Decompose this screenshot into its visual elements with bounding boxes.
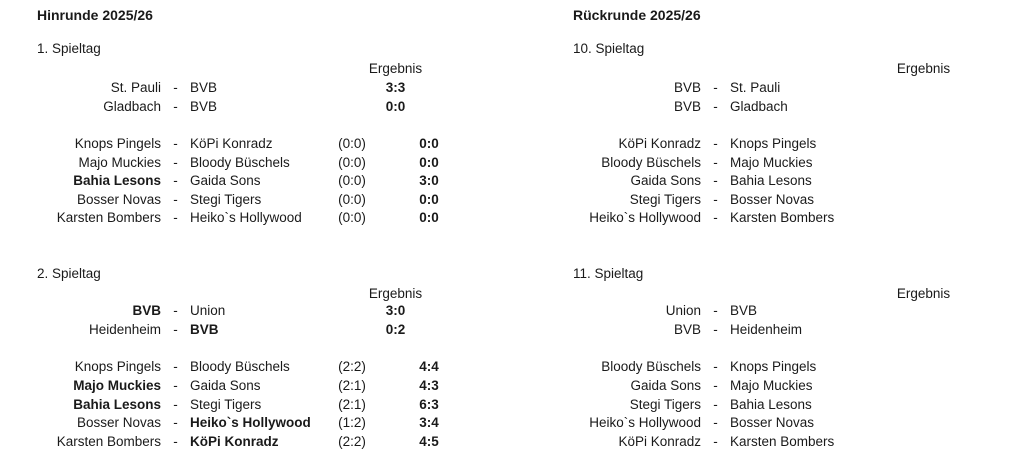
hinrunde-header-row	[0, 6, 1024, 25]
home-team: Gaida Sons	[630, 173, 701, 188]
halftime-score: (1:2)	[338, 415, 366, 430]
home-team: Majo Muckies	[73, 377, 161, 393]
home-team: Karsten Bombers	[56, 433, 161, 449]
final-score: 6:3	[419, 396, 439, 412]
away-team: St. Pauli	[730, 79, 781, 95]
final-score: 0:0	[385, 98, 406, 114]
away-team: Bosser Novas	[730, 191, 815, 207]
home-team: Stegi Tigers	[629, 191, 701, 207]
separator: -	[713, 79, 718, 95]
away-team: Stegi Tigers	[190, 191, 262, 207]
final-score: 3:4	[419, 415, 439, 430]
match-row	[0, 134, 1024, 153]
match-row	[0, 301, 1024, 320]
match-row	[0, 97, 1024, 116]
home-team: BVB	[673, 79, 701, 95]
home-team: Heidenheim	[88, 321, 161, 337]
match-row	[0, 190, 1024, 209]
separator: -	[713, 154, 718, 170]
away-team: Bahia Lesons	[730, 173, 812, 188]
ergebnis-header-left: Ergebnis	[368, 285, 423, 301]
match-row	[0, 376, 1024, 395]
home-team: KöPi Konradz	[618, 136, 701, 151]
away-team: Majo Muckies	[730, 154, 813, 170]
final-score: 3:3	[385, 79, 406, 95]
separator: -	[713, 210, 718, 225]
separator: -	[173, 415, 178, 430]
home-team: KöPi Konradz	[618, 433, 701, 449]
away-team: Heiko`s Hollywood	[190, 415, 311, 430]
home-team: Knops Pingels	[74, 359, 161, 374]
final-score: 0:0	[419, 136, 439, 151]
ergebnis-header-left: Ergebnis	[368, 60, 423, 76]
home-team: Bosser Novas	[76, 191, 161, 207]
final-score: 4:3	[419, 377, 439, 393]
home-team: BVB	[673, 98, 701, 114]
final-score: 0:0	[419, 210, 439, 225]
away-team: Gaida Sons	[190, 173, 261, 188]
home-team: Bloody Büschels	[601, 154, 701, 170]
match-row	[0, 357, 1024, 376]
final-score: 0:2	[385, 321, 406, 337]
away-team: Karsten Bombers	[730, 433, 835, 449]
home-team: BVB	[132, 302, 161, 318]
match-row	[0, 413, 1024, 432]
ergebnis-header-right: Ergebnis	[896, 285, 951, 301]
home-team: Bahia Lesons	[73, 173, 161, 188]
ergebnis-header-row	[0, 59, 1024, 78]
separator: -	[713, 173, 718, 188]
separator: -	[713, 433, 718, 449]
separator: -	[713, 377, 718, 393]
separator: -	[173, 321, 178, 337]
separator: -	[173, 173, 178, 188]
home-team: Gladbach	[103, 98, 161, 114]
away-team: KöPi Konradz	[190, 136, 273, 151]
away-team: Heidenheim	[730, 321, 803, 337]
final-score: 4:4	[419, 359, 439, 374]
separator: -	[713, 415, 718, 430]
away-team: BVB	[190, 321, 219, 337]
matchday-label-row	[0, 39, 1024, 58]
separator: -	[713, 98, 718, 114]
separator: -	[173, 98, 178, 114]
away-team: Gaida Sons	[190, 377, 261, 393]
separator: -	[173, 79, 178, 95]
away-team: KöPi Konradz	[190, 433, 279, 449]
match-row	[0, 78, 1024, 97]
rueckrunde-title: Rückrunde 2025/26	[573, 7, 701, 23]
separator: -	[713, 321, 718, 337]
away-team: Majo Muckies	[730, 377, 813, 393]
away-team: Stegi Tigers	[190, 396, 262, 412]
final-score: 4:5	[419, 433, 439, 449]
away-team: Knops Pingels	[730, 359, 817, 374]
halftime-score: (2:1)	[338, 396, 366, 412]
halftime-score: (0:0)	[338, 136, 366, 151]
match-row	[0, 320, 1024, 339]
halftime-score: (0:0)	[338, 173, 366, 188]
away-team: Bloody Büschels	[190, 359, 290, 374]
away-team: Union	[190, 302, 226, 318]
separator: -	[173, 191, 178, 207]
home-team: Bosser Novas	[76, 415, 161, 430]
separator: -	[173, 396, 178, 412]
matchday-label-rueckrunde-10: 10. Spieltag	[573, 40, 645, 56]
final-score: 0:0	[419, 191, 439, 207]
match-row	[0, 395, 1024, 414]
separator: -	[173, 359, 178, 374]
separator: -	[173, 302, 178, 318]
separator: -	[713, 191, 718, 207]
home-team: Knops Pingels	[74, 136, 161, 151]
halftime-score: (0:0)	[338, 154, 366, 170]
away-team: Heiko`s Hollywood	[190, 210, 302, 225]
away-team: BVB	[730, 302, 758, 318]
final-score: 3:0	[385, 302, 406, 318]
home-team: Heiko`s Hollywood	[589, 415, 701, 430]
halftime-score: (0:0)	[338, 210, 366, 225]
home-team: Bahia Lesons	[73, 396, 161, 412]
match-row	[0, 208, 1024, 227]
home-team: Gaida Sons	[630, 377, 701, 393]
match-row	[0, 153, 1024, 172]
home-team: St. Pauli	[110, 79, 161, 95]
matchday-label-rueckrunde-11: 11. Spieltag	[573, 265, 644, 281]
final-score: 3:0	[419, 173, 439, 188]
away-team: Knops Pingels	[730, 136, 817, 151]
away-team: Gladbach	[730, 98, 788, 114]
separator: -	[713, 136, 718, 151]
away-team: BVB	[190, 79, 218, 95]
separator: -	[713, 359, 718, 374]
away-team: Bahia Lesons	[730, 396, 812, 412]
match-row	[0, 171, 1024, 190]
final-score: 0:0	[419, 154, 439, 170]
separator: -	[173, 377, 178, 393]
ergebnis-header-right: Ergebnis	[896, 60, 951, 76]
separator: -	[713, 302, 718, 318]
halftime-score: (2:2)	[338, 433, 366, 449]
halftime-score: (2:1)	[338, 377, 366, 393]
halftime-score: (0:0)	[338, 191, 366, 207]
away-team: Bosser Novas	[730, 415, 815, 430]
separator: -	[173, 210, 178, 225]
matchday-label-hinrunde-2: 2. Spieltag	[37, 265, 101, 281]
separator: -	[173, 433, 178, 449]
separator: -	[173, 136, 178, 151]
home-team: Karsten Bombers	[56, 210, 161, 225]
home-team: Heiko`s Hollywood	[589, 210, 701, 225]
home-team: Stegi Tigers	[629, 396, 701, 412]
match-row	[0, 432, 1024, 451]
home-team: Union	[665, 302, 701, 318]
home-team: BVB	[673, 321, 701, 337]
away-team: Karsten Bombers	[730, 210, 835, 225]
hinrunde-title: Hinrunde 2025/26	[37, 7, 153, 23]
matchday-label-hinrunde-1: 1. Spieltag	[37, 40, 101, 56]
away-team: Bloody Büschels	[190, 154, 290, 170]
home-team: Majo Muckies	[78, 154, 161, 170]
halftime-score: (2:2)	[338, 359, 366, 374]
separator: -	[173, 154, 178, 170]
separator: -	[713, 396, 718, 412]
away-team: BVB	[190, 98, 218, 114]
home-team: Bloody Büschels	[601, 359, 701, 374]
matchday-label-row	[0, 264, 1024, 283]
